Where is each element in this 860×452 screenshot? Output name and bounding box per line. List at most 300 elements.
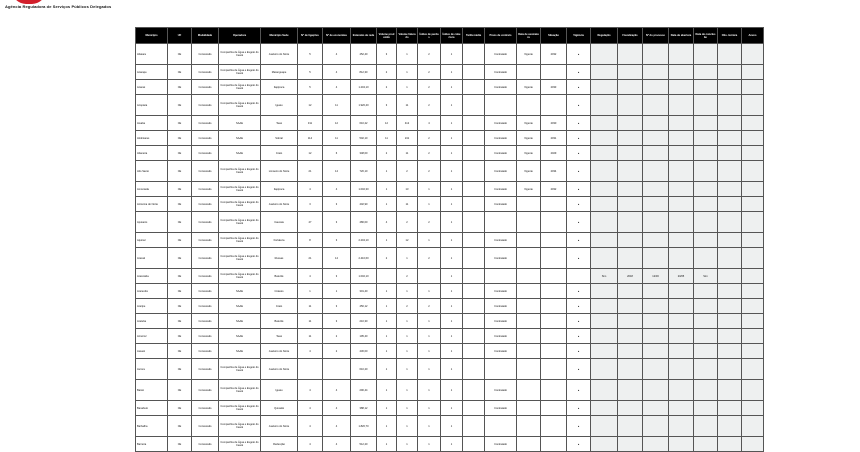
table-cell [517,248,541,269]
table-cell [643,359,669,380]
table-cell [517,380,541,401]
table-cell: 1 [441,116,463,131]
org-caption: Agência Reguladora de Serviços Públicos Delegados [5,4,112,9]
table-cell [694,212,718,233]
table-cell [694,44,718,65]
table-cell: 1 [397,44,418,65]
table-cell [517,269,541,284]
table-cell: 2 [377,248,397,269]
table-cell [669,44,694,65]
table-cell: 1 [441,299,463,314]
table-cell: 4 [298,380,323,401]
table-cell: 301,40 [351,284,377,299]
table-cell: 348,00 [351,146,377,161]
table-cell: 12 [397,233,418,248]
table-cell: 20/05 [669,269,694,284]
table-cell: Assaré [136,344,168,359]
table-cell [694,233,718,248]
table-cell: 1 [397,248,418,269]
table-cell [742,269,764,284]
table-cell [618,44,643,65]
table-cell [591,401,618,416]
table-cell: 11 [397,95,418,116]
table-cell: Iguatu [261,380,298,401]
table-cell: ● [567,146,591,161]
table-cell: 1 [441,182,463,197]
table-cell: 1 [418,416,441,437]
table-cell [669,116,694,131]
table-cell [643,248,669,269]
table-cell [742,416,764,437]
table-cell [463,65,485,80]
table-cell: Concessão [192,212,219,233]
table-cell: Vigente [517,80,541,95]
table-cell: 2 [418,131,441,146]
table-cell: 2.204,10 [351,233,377,248]
table-cell: 4 [298,416,323,437]
table-cell [618,437,643,452]
table-cell: Companhia de Água e Esgoto do Ceará [219,416,261,437]
table-cell [694,437,718,452]
table-cell: Contratado [485,314,517,329]
table-cell: 1 [418,380,441,401]
table-cell: SAAE [219,299,261,314]
table-cell: CE [168,437,192,452]
table-cell [463,182,485,197]
table-cell: Concessão [192,380,219,401]
table-cell: Caucaia [261,212,298,233]
table-cell [485,269,517,284]
table-cell [463,212,485,233]
table-cell [694,131,718,146]
table-cell: ● [567,401,591,416]
table-cell: Contratado [485,146,517,161]
table-cell: Contratado [485,344,517,359]
table-cell: 1 [397,416,418,437]
column-header: Índice de cobertura [441,28,463,44]
table-cell [643,146,669,161]
table-cell: Sim [694,269,718,284]
table-cell [643,44,669,65]
table-cell [718,146,742,161]
table-cell [517,233,541,248]
table-cell: Vigente [517,146,541,161]
table-cell: 4 [323,401,351,416]
table-cell: Concessão [192,95,219,116]
table-cell: Concessão [192,314,219,329]
table-cell [618,212,643,233]
table-cell [694,161,718,182]
table-cell: Barreira [136,437,168,452]
table-cell [541,380,567,401]
table-cell [517,299,541,314]
table-cell: 2 [397,269,418,284]
column-header: Tarifa média [463,28,485,44]
table-cell: Arneiroz [136,329,168,344]
column-header: Data de conclusão [694,28,718,44]
table-cell: Companhia de Água e Esgoto do Ceará [219,197,261,212]
table-cell [742,284,764,299]
table-cell [463,146,485,161]
table-row [136,197,764,212]
table-cell [669,146,694,161]
table-cell [298,359,323,380]
table-cell [694,329,718,344]
column-header: Nº do processo [643,28,669,44]
table-cell: Concessão [192,80,219,95]
table-cell: ● [567,212,591,233]
table-cell: Baixio [136,380,168,401]
table-cell: CE [168,248,192,269]
table-cell [643,284,669,299]
table-cell: Companhia de Água e Esgoto do Ceará [219,95,261,116]
table-cell: Tauá [261,116,298,131]
table-cell: 2 [397,161,418,182]
table-cell [742,359,764,380]
table-cell: Concessão [192,131,219,146]
table-cell: 2 [418,95,441,116]
table-cell: Ararendá [136,284,168,299]
table-cell [541,95,567,116]
table-cell: 610,22 [351,116,377,131]
table-cell [541,401,567,416]
table-cell: Concessão [192,437,219,452]
table-cell: 11 [298,314,323,329]
table-cell: 1 [397,65,418,80]
table-cell [643,401,669,416]
table-cell [463,329,485,344]
table-cell: 1 [441,359,463,380]
table-cell: 290,44 [351,380,377,401]
table-row [136,329,764,344]
table-row [136,416,764,437]
table-cell: Iguatu [261,95,298,116]
table-cell: ● [567,44,591,65]
table-cell: 4 [323,80,351,95]
table-cell [517,359,541,380]
table-cell [618,95,643,116]
table-row [136,401,764,416]
table-cell: 1 [441,131,463,146]
table-cell: Contratado [485,248,517,269]
table-cell: CE [168,182,192,197]
table-cell [742,401,764,416]
table-cell: 1 [397,401,418,416]
table-cell [669,182,694,197]
table-cell [541,233,567,248]
table-cell [591,44,618,65]
table-cell [643,437,669,452]
column-header: Vigência [567,28,591,44]
table-cell: Aratuba [136,314,168,329]
table-cell [541,197,567,212]
table-cell [591,80,618,95]
table-cell: Contratado [485,233,517,248]
table-cell [618,197,643,212]
table-cell: 1 [418,284,441,299]
table-cell [618,116,643,131]
table-cell: Companhia de Água e Esgoto do Ceará [219,380,261,401]
column-header: Extensão de rede [351,28,377,44]
table-cell [591,212,618,233]
table-row [136,380,764,401]
table-cell: Companhia de Água e Esgoto do Ceará [219,44,261,65]
table-cell: Abaiara [136,44,168,65]
table-cell: Concessão [192,344,219,359]
table-cell: CE [168,380,192,401]
column-header: Nº de ligações [298,28,323,44]
table-cell [694,65,718,80]
table-cell [591,233,618,248]
table-cell: Companhia de Água e Esgoto do Ceará [219,359,261,380]
table-cell: 2030 [541,116,567,131]
table-cell: 195,40 [351,329,377,344]
table-cell: Companhia de Água e Esgoto do Ceará [219,182,261,197]
table-row [136,182,764,197]
table-cell: 210,30 [351,314,377,329]
table-cell: 2.410,60 [351,248,377,269]
table-cell: 11 [298,299,323,314]
table-row [136,131,764,146]
table-cell: Contratado [485,299,517,314]
table-cell: 14 [323,248,351,269]
table-cell: SAAE [219,314,261,329]
table-cell [485,212,517,233]
table-cell: Contratado [485,197,517,212]
table-cell: CE [168,359,192,380]
table-cell: 4 [298,437,323,452]
table-cell: 1 [418,344,441,359]
table-cell: Fortaleza [261,233,298,248]
table-cell: Maranguape [261,65,298,80]
table-cell: CE [168,284,192,299]
table-cell: Aracoiaba [136,269,168,284]
table-cell [463,359,485,380]
table-cell: Companhia de Água e Esgoto do Ceará [219,212,261,233]
table-cell: 1 [441,212,463,233]
table-cell: Aiuaba [136,116,168,131]
table-cell: 1 [377,314,397,329]
table-cell [463,284,485,299]
table-cell [541,212,567,233]
table-cell [418,269,441,284]
table-cell: 2029 [541,146,567,161]
table-cell: Contratado [485,161,517,182]
table-row [136,116,764,131]
table-row [136,299,764,314]
table-cell [643,95,669,116]
table-cell [463,401,485,416]
table-cell: 1 [441,401,463,416]
table-cell [694,95,718,116]
table-cell: 1 [377,161,397,182]
table-row [136,212,764,233]
table-cell [669,95,694,116]
table-cell [669,299,694,314]
table-cell: Concessão [192,359,219,380]
table-cell: 1 [441,95,463,116]
table-cell [643,80,669,95]
table-cell: Baturité [261,269,298,284]
table-cell: CE [168,233,192,248]
table-cell: Contratado [485,65,517,80]
column-header: Data de assinatura [517,28,541,44]
table-cell: 1 [377,401,397,416]
table-cell [742,197,764,212]
table-cell [517,401,541,416]
table-cell [517,416,541,437]
table-cell: Juazeiro do Norte [261,197,298,212]
table-cell: Concessão [192,182,219,197]
table-cell [517,314,541,329]
table-cell [742,65,764,80]
table-cell: SAAE [219,146,261,161]
table-cell: Tauá [261,329,298,344]
table-cell: Companhia de Água e Esgoto do Ceará [219,269,261,284]
table-cell: 3 [323,299,351,314]
table-cell [718,116,742,131]
column-header: Município Sede [261,28,298,44]
table-cell: 4 [298,344,323,359]
table-cell [618,146,643,161]
table-cell [742,95,764,116]
column-header: Situação [541,28,567,44]
table-row [136,65,764,80]
table-cell: Companhia de Água e Esgoto do Ceará [219,248,261,269]
table-cell: CE [168,146,192,161]
table-cell: 1 [397,314,418,329]
table-cell [742,233,764,248]
table-cell: CE [168,416,192,437]
table-cell: Alto Santo [136,161,168,182]
table-cell: Contratado [485,329,517,344]
table-cell: 2 [323,344,351,359]
table-cell [618,344,643,359]
table-cell [643,380,669,401]
table-cell: Concessão [192,65,219,80]
table-cell: 1 [298,284,323,299]
table-cell: Contratado [485,380,517,401]
table-cell [643,212,669,233]
table-cell [694,416,718,437]
table-cell [591,437,618,452]
table-cell: 1 [418,359,441,380]
table-cell: Vigente [517,44,541,65]
table-cell: CE [168,65,192,80]
table-cell: Juazeiro do Norte [261,416,298,437]
table-cell: SAAE [219,116,261,131]
table-cell: 430,00 [351,344,377,359]
table-cell [742,437,764,452]
table-cell: Alcântaras [136,131,168,146]
table-cell: 2 [397,212,418,233]
column-header: Índice de perdas [418,28,441,44]
table-cell: Amontada [136,182,168,197]
table-cell: 1 [441,344,463,359]
table-cell: Contratado [485,182,517,197]
table-cell [718,359,742,380]
table-cell [541,359,567,380]
table-cell [517,344,541,359]
table-cell: Vigente [517,161,541,182]
table-cell: Companhia de Água e Esgoto do Ceará [219,80,261,95]
table-cell: 1 [397,329,418,344]
table-cell: 2032 [541,44,567,65]
table-cell: ● [567,416,591,437]
table-cell: 1 [377,299,397,314]
table-cell [718,248,742,269]
table-cell: 4 [298,401,323,416]
table-cell: 11 [298,329,323,344]
table-cell: CE [168,131,192,146]
column-header: Anexo [742,28,764,44]
table-cell: Crato [261,146,298,161]
table-cell: Contratado [485,401,517,416]
table-cell: Itapipoca [261,80,298,95]
table-cell: CE [168,197,192,212]
table-cell: 1 [418,233,441,248]
table-cell: Companhia de Água e Esgoto do Ceará [219,161,261,182]
table-cell: 1 [397,284,418,299]
table-cell: 12 [323,116,351,131]
table-cell: 3 [323,269,351,284]
table-cell [463,161,485,182]
table-cell: Aurora [136,359,168,380]
table-cell [591,416,618,437]
table-cell: 1 [441,329,463,344]
table-cell [541,284,567,299]
table-cell [694,299,718,314]
table-cell: 2 [418,80,441,95]
table-cell [591,116,618,131]
table-cell: 1 [377,437,397,452]
table-cell [541,344,567,359]
column-header: Data de abertura [669,28,694,44]
column-header: Nº de economias [323,28,351,44]
table-cell: Concessão [192,248,219,269]
table-cell: ● [567,344,591,359]
table-cell: ● [567,329,591,344]
table-cell: Sobral [261,131,298,146]
table-cell: 1 [397,380,418,401]
table-cell [742,44,764,65]
table-cell [669,329,694,344]
table-cell: Aquiraz [136,233,168,248]
column-header: Volume faturado [397,28,418,44]
table-cell: 1 [418,197,441,212]
table-cell: 4 [323,182,351,197]
table-row [136,284,764,299]
table-cell [669,437,694,452]
table-cell [618,416,643,437]
table-cell [718,284,742,299]
table-cell [742,314,764,329]
table-cell [718,131,742,146]
table-cell: CE [168,95,192,116]
table-row [136,314,764,329]
table-cell [541,299,567,314]
table-cell: 4 [298,269,323,284]
table-cell [541,65,567,80]
table-cell: 1 [377,416,397,437]
table-cell: 12 [298,146,323,161]
table-cell [618,80,643,95]
table-cell [643,65,669,80]
table-cell: Concessão [192,416,219,437]
table-cell: 720,10 [351,161,377,182]
table-cell: 21 [298,248,323,269]
table-cell: 11 [377,131,397,146]
